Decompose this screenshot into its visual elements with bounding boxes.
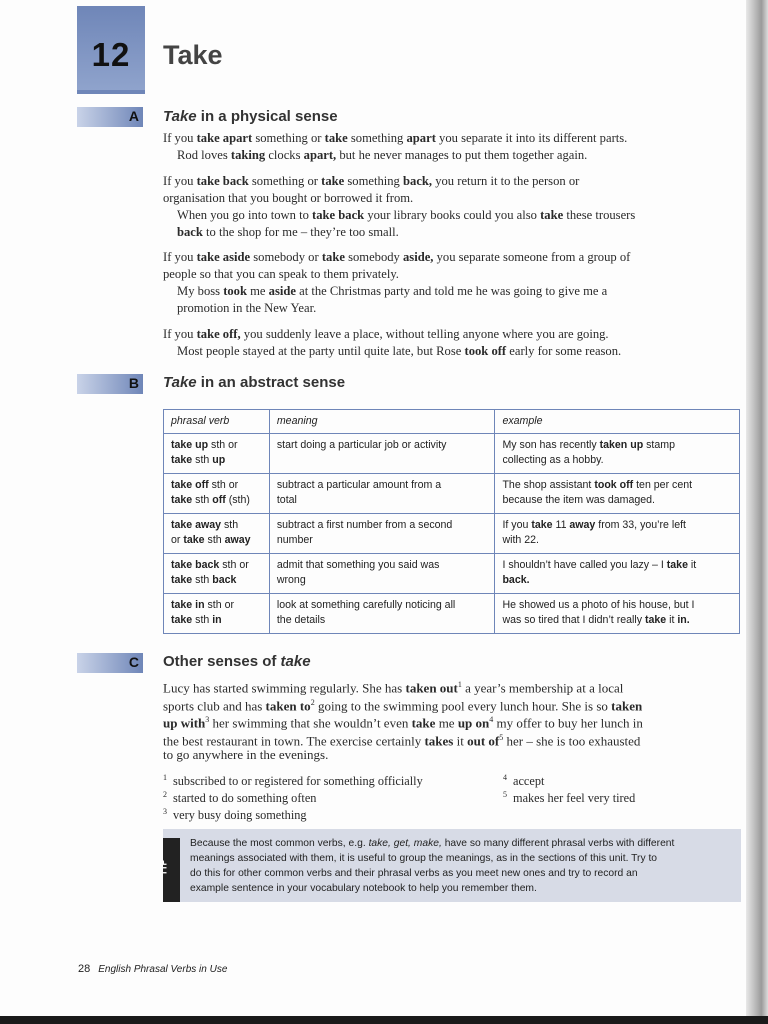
footnote-4-text: accept	[513, 774, 545, 789]
phrasal-verb-cell-line: take away sth	[171, 519, 239, 531]
footnote-3-text: very busy doing something	[173, 808, 307, 823]
phrasal-verb-cell-line: take up sth or	[171, 439, 238, 451]
example-cell	[495, 554, 740, 594]
phrasal-verb-cell-line: take sth off (sth)	[171, 494, 250, 506]
bold-phrase: take off,	[196, 327, 241, 341]
footnote-5	[503, 786, 635, 807]
bold-phrase: back	[212, 574, 237, 586]
bold-phrase: up on	[457, 715, 490, 731]
phrasal-verb-cell	[164, 594, 270, 634]
bold-phrase: apart,	[303, 148, 337, 162]
phrasal-verb-cell	[164, 474, 270, 514]
bold-phrase: take	[171, 454, 193, 466]
section-c-line: the best restaurant in town. The exercise certainly takes it out $of^5$ her – she is too exhausted	[163, 732, 641, 748]
bold-phrase: take	[540, 208, 564, 222]
unit-number-underline	[77, 90, 145, 94]
bold-phrase: take	[321, 250, 345, 264]
bold-phrase: take back	[312, 208, 365, 222]
phrasal-verb-cell-line: take off sth or	[171, 479, 239, 491]
meaning-cell-line: number	[276, 534, 313, 546]
bold-phrase: back.	[502, 574, 530, 586]
table-row	[164, 514, 740, 554]
section-a-definition-apart: If you take apart something or take something apart you separate it into its different parts.	[163, 131, 628, 145]
tip-line: meanings associated with them, it is useful to group the meanings, as in the sections of this unit. Try to	[190, 853, 658, 864]
footnote-ref: 2	[310, 697, 315, 707]
page-bottom-edge	[0, 1016, 768, 1024]
bold-phrase: out of	[467, 732, 500, 748]
bold-phrase: take off	[171, 479, 209, 491]
section-b-title-em: Take	[163, 374, 197, 391]
bold-phrase: taken out	[405, 680, 458, 696]
footnote-5-text: makes her feel very tired	[513, 791, 636, 806]
table-row	[164, 434, 740, 474]
meaning-cell-line: total	[276, 494, 297, 506]
bold-phrase: up	[212, 454, 226, 466]
section-a-example-back-2: back to the shop for me – they’re too small.	[177, 225, 399, 239]
example-cell	[495, 594, 740, 634]
bold-phrase: taken up	[599, 439, 644, 451]
bold-phrase: taking	[230, 148, 266, 162]
section-a-definition-off: If you take off, you suddenly leave a place, without telling anyone where you are going.	[163, 327, 609, 341]
tip-line: do this for other common verbs and their phrasal verbs as you meet new ones and try to record an	[190, 868, 638, 879]
bold-phrase: took off	[594, 479, 634, 491]
section-a-example-aside-2: promotion in the New Year.	[177, 301, 317, 315]
meaning-cell-line: look at something carefully noticing all	[276, 599, 456, 611]
meaning-cell-line: the details	[276, 614, 326, 626]
section-c-letter: C	[128, 654, 139, 670]
bold-phrase: take apart	[196, 131, 253, 145]
bold-phrase: in	[212, 614, 222, 626]
table-header-meaning: meaning	[269, 410, 495, 434]
footnote-3	[163, 803, 307, 824]
page-footer	[78, 963, 227, 975]
footnote-3-number: 3	[163, 807, 167, 816]
example-cell-line: collecting as a hobby.	[502, 454, 604, 466]
meaning-cell	[269, 554, 495, 594]
section-a-example-back-1: When you go into town to take back your library books could you also take these trousers	[177, 208, 636, 222]
section-b-title	[163, 374, 345, 391]
footnote-5-number: 5	[503, 790, 507, 799]
example-cell-line: If you take 11 away from 33, you’re left	[502, 519, 687, 531]
phrasal-verb-cell	[164, 434, 270, 474]
section-a-bar	[77, 107, 143, 127]
bold-phrase: off	[212, 494, 226, 506]
page-binding-edge	[746, 0, 768, 1024]
bold-phrase: taken to	[265, 697, 311, 713]
example-cell	[495, 474, 740, 514]
example-cell-line: My son has recently taken up stamp	[502, 439, 675, 451]
unit-number-box	[77, 6, 145, 90]
bold-phrase: up with	[163, 715, 206, 731]
section-b-title-rest: in an abstract sense	[196, 374, 346, 391]
bold-phrase: take up	[171, 439, 209, 451]
section-a-definition-back-2: organisation that you bought or borrowed it from.	[163, 191, 414, 205]
bold-phrase: away	[224, 534, 251, 546]
table-header-example: example	[495, 410, 740, 434]
bold-phrase: take back	[196, 174, 249, 188]
footnote-ref: 1	[457, 680, 462, 689]
section-a-example-aside-1: My boss took me aside at the Christmas party and told me he was going to give me a	[177, 284, 608, 298]
bold-phrase: take	[171, 494, 193, 506]
section-a-definition-aside-2: people so that you can speak to them privately.	[163, 267, 399, 281]
table-row	[164, 594, 740, 634]
bold-phrase: take in	[171, 599, 205, 611]
section-a-title	[163, 108, 338, 125]
bold-phrase: take	[531, 519, 553, 531]
section-a-example-apart: Rod loves taking clocks apart, but he never manages to put them together again.	[177, 148, 588, 162]
bold-phrase: take	[411, 715, 436, 731]
footnote-ref: 3	[205, 715, 210, 724]
section-c-line: sports club and has taken $to^2$ going to the swimming pool every lunch hour. She is so taken	[163, 697, 643, 713]
example-cell	[495, 434, 740, 474]
example-cell-line: was so tired that I didn’t really take it in.	[502, 614, 690, 626]
example-cell-line: I shouldn’t have called you lazy – I take it	[502, 559, 697, 571]
example-cell-line: because the item was damaged.	[502, 494, 655, 506]
section-a-title-em: Take	[163, 108, 197, 125]
table-header-row	[164, 410, 740, 434]
footnote-ref: 5	[499, 732, 504, 742]
italic-phrase: take, get, make,	[368, 838, 442, 849]
footnote-2-text: started to do something often	[173, 791, 317, 806]
section-c-title-rest: Other senses of	[163, 653, 281, 670]
section-a-definition-aside-1: If you take aside somebody or take somebody aside, you separate someone from a group of	[163, 250, 631, 264]
section-a-example-off: Most people stayed at the party until quite late, but Rose took off early for some reason.	[177, 344, 622, 358]
phrasal-verb-cell-line: take sth back	[171, 574, 237, 586]
tip-text	[190, 836, 735, 896]
bold-phrase: aside,	[403, 250, 434, 264]
table-row	[164, 474, 740, 514]
section-b-bar	[77, 374, 143, 394]
bold-phrase: back,	[403, 174, 433, 188]
book-title: English Phrasal Verbs in Use	[98, 964, 228, 975]
unit-number: 12	[91, 36, 131, 73]
bold-phrase: aside	[268, 284, 296, 298]
footnote-2-number: 2	[163, 790, 167, 799]
unit-title: Take	[163, 40, 223, 70]
footnote-1-text: subscribed to or registered for something officially	[173, 774, 423, 789]
meaning-cell-line: admit that something you said was	[276, 559, 440, 571]
meaning-cell-line: start doing a particular job or activity	[276, 439, 447, 451]
table-row	[164, 554, 740, 594]
phrasal-verb-cell-line: take back sth or	[171, 559, 249, 571]
example-cell	[495, 514, 740, 554]
bold-phrase: take	[171, 574, 193, 586]
meaning-cell-line: wrong	[276, 574, 306, 586]
example-cell-line: with 22.	[502, 534, 539, 546]
section-c-line: up with$^3$ her swimming that she wouldn’t even take me up $on^4$ my offer to buy her lunch in	[163, 715, 643, 731]
bold-phrase: took off	[464, 344, 507, 358]
phrasal-verb-cell	[164, 514, 270, 554]
phrasal-verb-cell-line: take sth in	[171, 614, 222, 626]
meaning-cell	[269, 474, 495, 514]
bold-phrase: took	[223, 284, 247, 298]
section-c-line: Lucy has started swimming regularly. She has taken out$^1$ a year’s membership at a local	[163, 680, 624, 696]
bold-phrase: take	[171, 614, 193, 626]
footnote-4-number: 4	[503, 773, 507, 782]
table-header-phrasal-verb: phrasal verb	[164, 410, 270, 434]
phrasal-verb-cell-line: take in sth or	[171, 599, 235, 611]
phrasal-verb-table	[163, 409, 740, 634]
bold-phrase: take	[321, 174, 345, 188]
bold-phrase: taken	[611, 697, 643, 713]
footnote-ref: 4	[489, 715, 494, 724]
bold-phrase: take	[644, 614, 667, 626]
example-cell-line: The shop assistant took off ten per cent	[502, 479, 693, 491]
bold-phrase: take	[183, 534, 205, 546]
phrasal-verb-cell-line: take sth up	[171, 454, 226, 466]
tip-line: Because the most common verbs, e.g. take, get, make, have so many different phrasal verbs with different	[190, 838, 675, 849]
bold-phrase: apart	[406, 131, 436, 145]
phrasal-verb-cell	[164, 554, 270, 594]
section-c-bar	[77, 653, 143, 673]
section-a-title-rest: in a physical sense	[196, 108, 338, 125]
meaning-cell-line: subtract a particular amount from a	[276, 479, 442, 491]
bold-phrase: take away	[171, 519, 222, 531]
meaning-cell	[269, 434, 495, 474]
phrasal-verb-cell-line: or take sth away	[171, 534, 251, 546]
meaning-cell	[269, 594, 495, 634]
section-c-line: to go anywhere in the evenings.	[163, 747, 329, 762]
bold-phrase: take	[324, 131, 348, 145]
section-a-letter: A	[128, 108, 139, 124]
footnote-1-number: 1	[163, 773, 167, 782]
bold-phrase: away	[569, 519, 596, 531]
bold-phrase: in.	[677, 614, 690, 626]
example-cell-line: He showed us a photo of his house, but I	[502, 599, 695, 611]
example-cell-line	[502, 573, 732, 588]
meaning-cell-line: subtract a first number from a second	[276, 519, 453, 531]
bold-phrase: take	[666, 559, 688, 571]
tip-line: example sentence in your vocabulary notebook to help you remember them.	[190, 883, 537, 894]
page-number: 28	[78, 963, 91, 975]
tip-label-tab	[158, 838, 180, 902]
bold-phrase: take aside	[196, 250, 251, 264]
bold-phrase: back	[177, 225, 203, 239]
section-c-title-em: take	[280, 653, 311, 670]
bold-phrase: takes	[424, 732, 454, 748]
section-b-letter: B	[128, 375, 139, 391]
bold-phrase: take back	[171, 559, 220, 571]
section-c-title	[163, 653, 311, 670]
section-a-definition-back-1: If you take back something or take something back, you return it to the person or	[163, 174, 580, 188]
meaning-cell	[269, 514, 495, 554]
tip-label: TIP	[158, 858, 169, 876]
